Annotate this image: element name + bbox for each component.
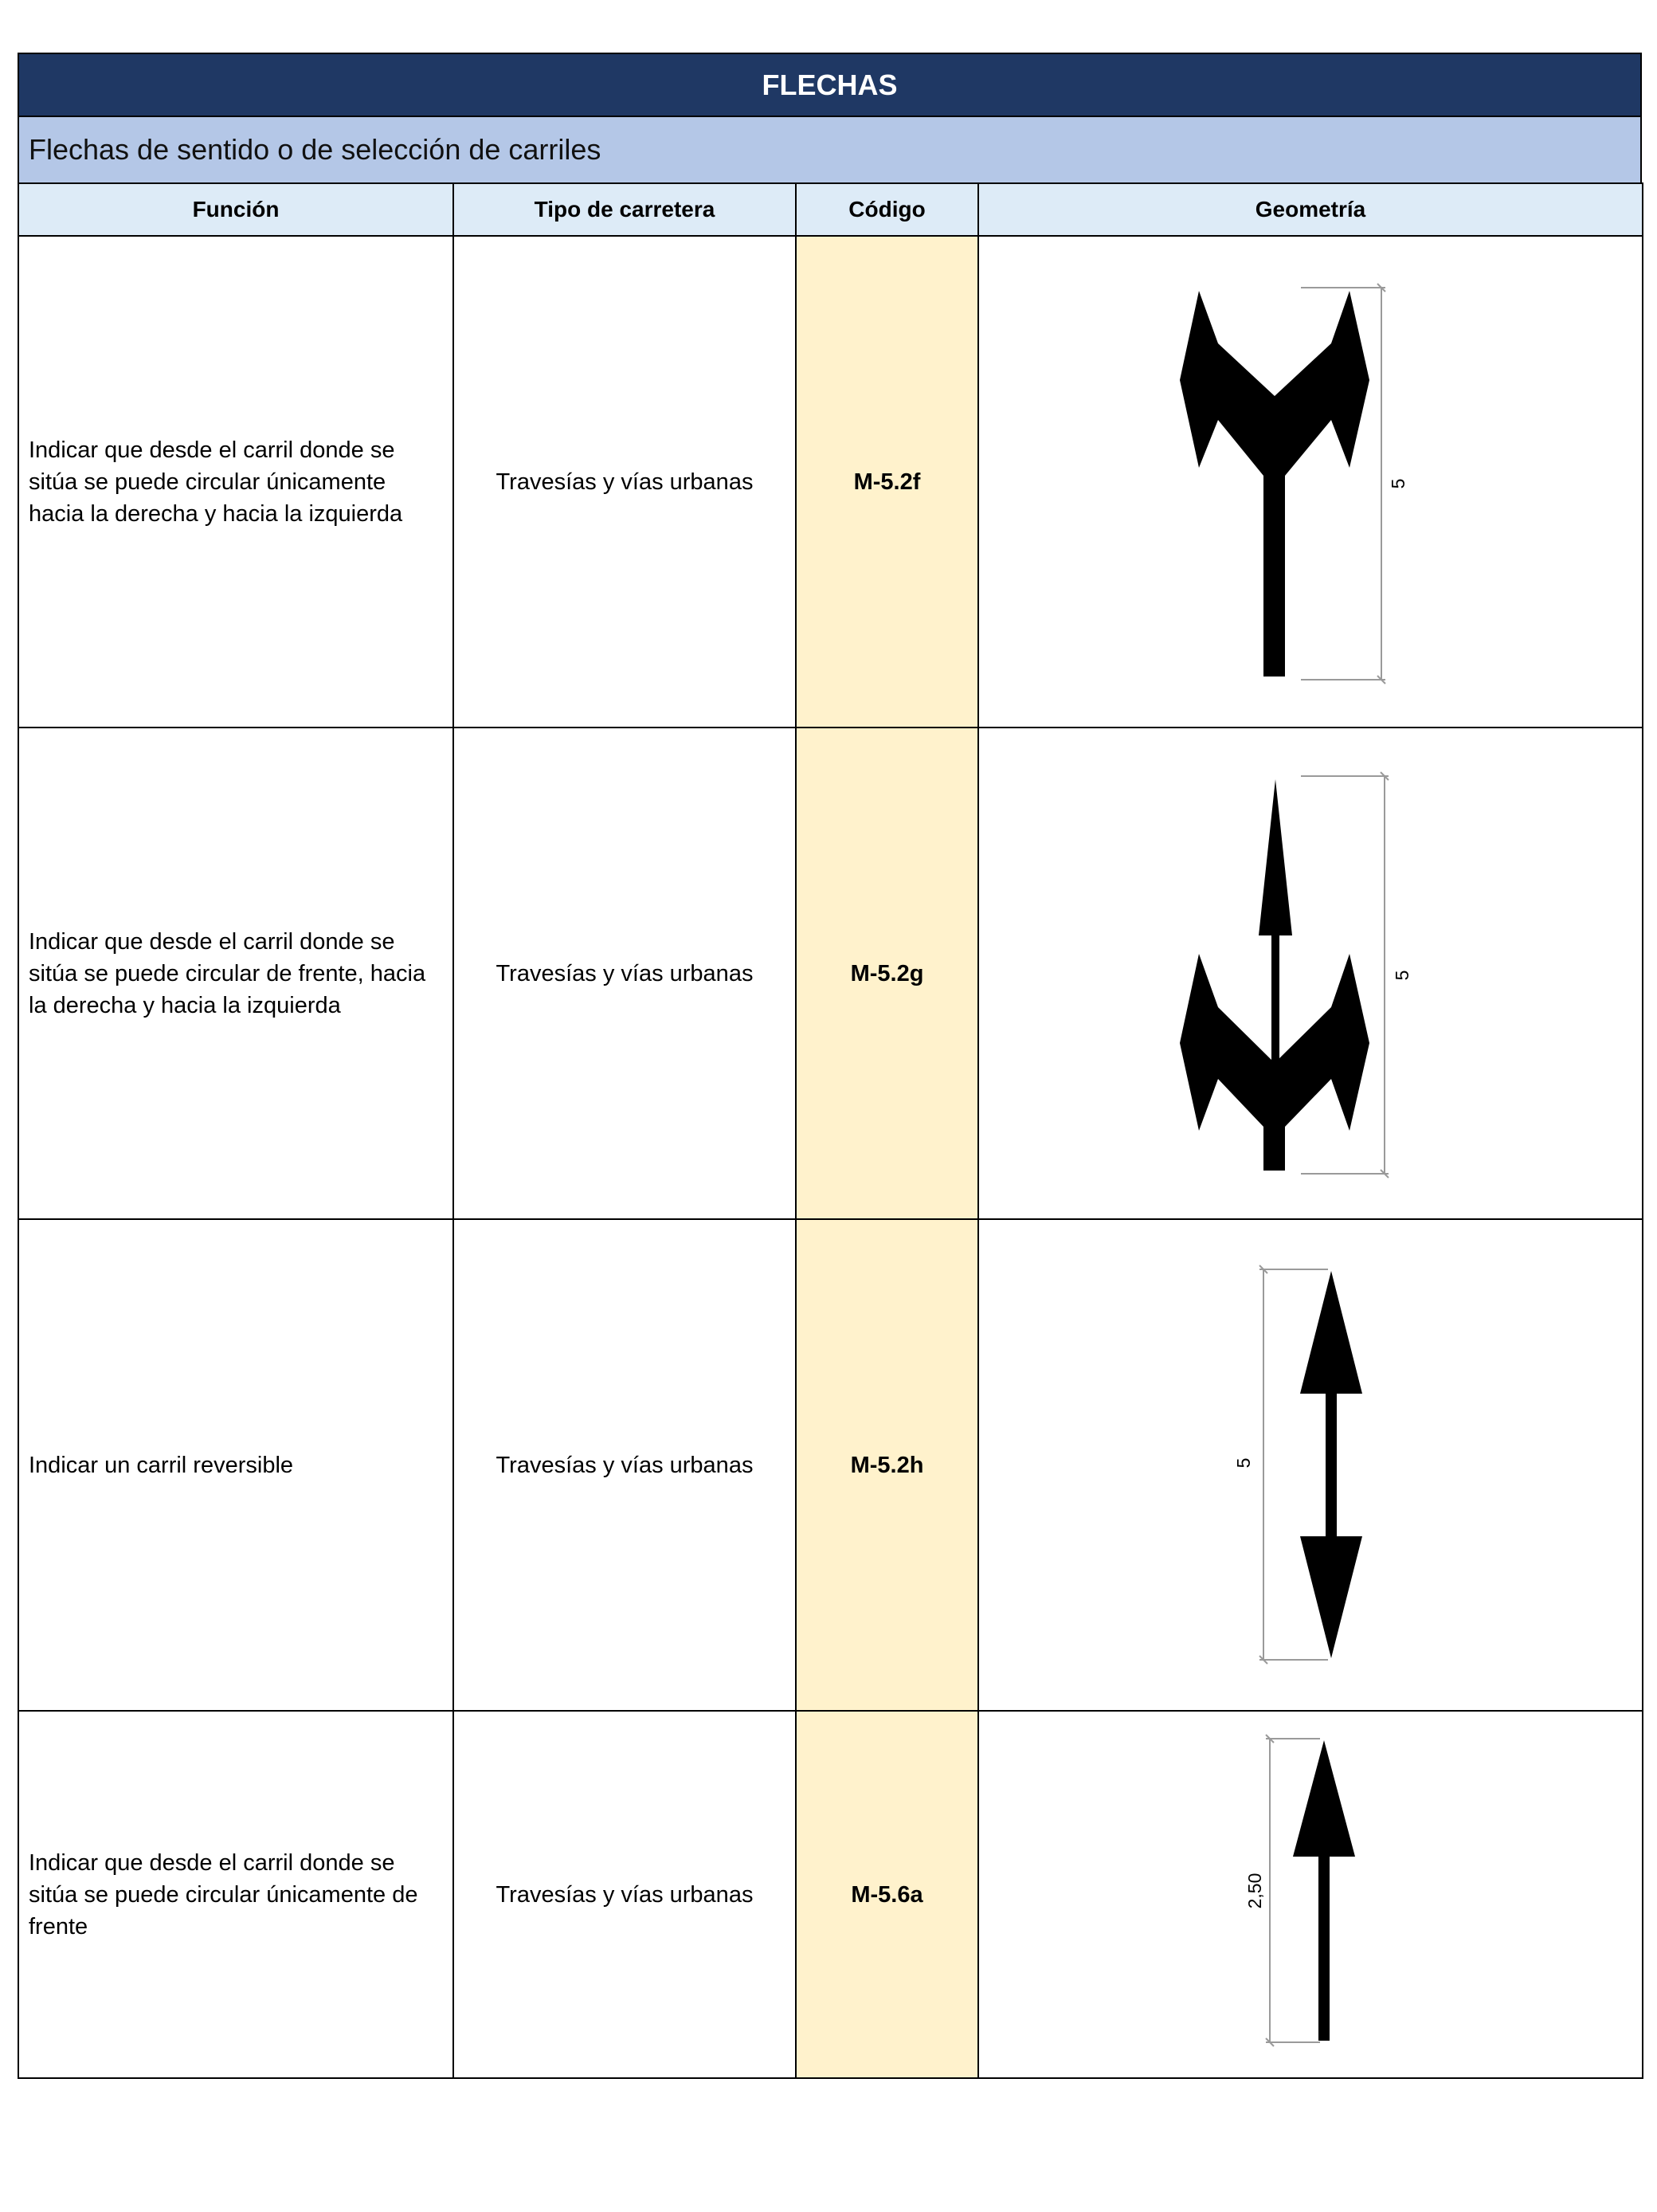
table-row [18, 728, 1643, 1219]
funcion-cell [18, 236, 453, 728]
reversible-lane-arrow-icon [979, 1220, 1643, 1710]
geometria-cell [978, 1219, 1643, 1711]
column-header-geometria: Geometría [978, 183, 1643, 236]
tipo-cell: Travesías y vías urbanas [453, 1219, 796, 1711]
dimension-label: 2,50 [1244, 1873, 1265, 1909]
flechas-sheet [18, 53, 1642, 2079]
funcion-line: Indicar que desde el carril donde se [29, 437, 395, 463]
dimension-label: 5 [1392, 970, 1412, 981]
codigo-cell: M-5.6a [796, 1711, 978, 2078]
geometria-cell [978, 728, 1643, 1219]
geometria-cell [978, 1711, 1643, 2078]
funcion-cell [18, 1219, 453, 1711]
column-header-tipo: Tipo de carretera [453, 183, 796, 236]
section-subtitle: Flechas de sentido o de selección de carriles [18, 117, 1642, 182]
funcion-line: sitúa se puede circular de frente, hacia [29, 960, 426, 986]
codigo-cell: M-5.2g [796, 728, 978, 1219]
funcion-line: hacia la derecha y hacia la izquierda [29, 500, 403, 527]
geometria-cell [978, 236, 1643, 728]
funcion-line: sitúa se puede circular únicamente de [29, 1881, 418, 1908]
sheet-title: FLECHAS [18, 53, 1642, 117]
left-right-turn-arrow-icon [979, 237, 1643, 727]
tipo-cell: Travesías y vías urbanas [453, 728, 796, 1219]
table-row [18, 1711, 1643, 2078]
funcion-line: Indicar que desde el carril donde se [29, 928, 395, 955]
table-header-row [18, 183, 1643, 236]
straight-left-right-arrow-icon [979, 728, 1643, 1218]
funcion-line: sitúa se puede circular únicamente [29, 469, 386, 495]
straight-arrow-icon [979, 1712, 1643, 2077]
funcion-cell [18, 728, 453, 1219]
funcion-line: Indicar un carril reversible [29, 1452, 294, 1478]
funcion-line: frente [29, 1913, 88, 1939]
funcion-line: la derecha y hacia la izquierda [29, 992, 341, 1018]
funcion-line: Indicar que desde el carril donde se [29, 1849, 395, 1876]
dimension-label: 5 [1388, 478, 1408, 489]
tipo-cell: Travesías y vías urbanas [453, 1711, 796, 2078]
arrows-table [18, 182, 1643, 2079]
column-header-codigo: Código [796, 183, 978, 236]
funcion-cell [18, 1711, 453, 2078]
column-header-funcion: Función [18, 183, 453, 236]
codigo-cell: M-5.2h [796, 1219, 978, 1711]
dimension-label: 5 [1233, 1457, 1254, 1469]
table-row [18, 236, 1643, 728]
codigo-cell: M-5.2f [796, 236, 978, 728]
table-row [18, 1219, 1643, 1711]
tipo-cell: Travesías y vías urbanas [453, 236, 796, 728]
